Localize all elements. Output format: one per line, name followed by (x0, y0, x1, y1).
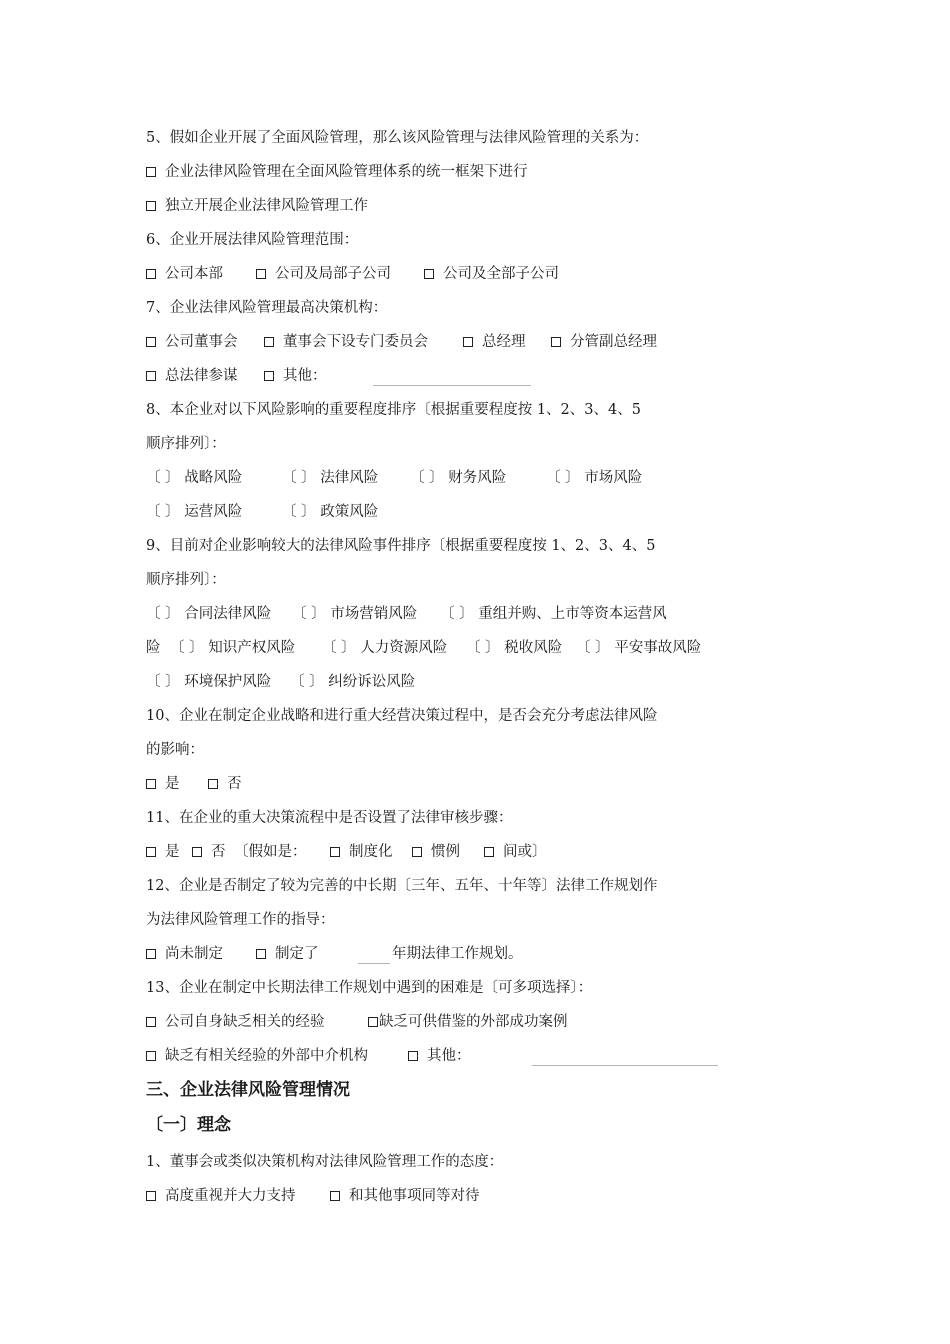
checkbox-icon[interactable] (424, 269, 434, 279)
checkbox-icon[interactable] (192, 847, 202, 857)
q5-option-1[interactable]: 企业法律风险管理在全面风险管理体系的统一框架下进行 (146, 162, 528, 182)
rank-paren[interactable]: 〔 〕 (146, 674, 180, 690)
q12-option-not-made[interactable]: 尚未制定 (146, 944, 256, 964)
q10-option-no[interactable]: 否 (208, 774, 242, 794)
q9-items-row-1 (146, 604, 667, 624)
q8-items-row-1 (146, 468, 642, 488)
question-9-line-2: 顺序排列〕： (146, 572, 226, 588)
question-12-line-2: 为法律风险管理工作的指导： (146, 912, 335, 928)
q7-options-row-1 (146, 332, 657, 352)
checkbox-icon[interactable] (412, 847, 422, 857)
q6-options (146, 264, 559, 284)
q9-items-row-2: 险 〔 〕 知识产权风险 〔 〕 人力资源风险 〔 〕 税收风险 〔 〕 平安事故风险 (146, 640, 702, 656)
section-title: 三、企业法律风险管理情况 (146, 1080, 350, 1100)
q9-item-7[interactable]: 〔 〕 平安事故风险 (576, 640, 702, 656)
q11-option-occasional[interactable]: 间或〕 (484, 842, 547, 862)
rank-paren[interactable]: 〔 〕 (322, 640, 356, 656)
q7-option-2[interactable]: 董事会下设专门委员会 (264, 332, 463, 352)
rank-paren[interactable]: 〔 〕 (282, 504, 316, 520)
checkbox-icon[interactable] (146, 1191, 156, 1201)
q7-option-5[interactable]: 总法律参谋 (146, 366, 264, 386)
question-8-line-2: 顺序排列〕： (146, 436, 226, 452)
rank-paren[interactable]: 〔 〕 (576, 640, 610, 656)
q13-option-3[interactable]: 缺乏有相关经验的外部中介机构 (146, 1046, 408, 1066)
q9-item-4[interactable]: 〔 〕 知识产权风险 (170, 640, 296, 656)
rank-paren[interactable]: 〔 〕 (290, 674, 324, 690)
checkbox-icon[interactable] (146, 949, 156, 959)
s1q1-option-1[interactable]: 高度重视并大力支持 (146, 1186, 330, 1206)
checkbox-icon[interactable] (146, 1051, 156, 1061)
q10-option-yes[interactable]: 是 (146, 774, 208, 794)
rank-paren[interactable]: 〔 〕 (282, 470, 316, 486)
rank-paren[interactable]: 〔 〕 (146, 606, 180, 622)
q7-options-row-2 (146, 366, 327, 386)
rank-paren[interactable]: 〔 〕 (170, 640, 204, 656)
q7-option-6[interactable]: 其他： (264, 366, 327, 386)
checkbox-icon[interactable] (146, 371, 156, 381)
question-5: 5、假如企业开展了全面风险管理，那么该风险管理与法律风险管理的关系为： (146, 130, 649, 146)
q13-option-4[interactable]: 其他： (408, 1046, 471, 1066)
question-9-line-1: 9、目前对企业影响较大的法律风险事件排序〔根据重要程度按 1、2、3、4、5 (146, 538, 656, 554)
rank-paren[interactable]: 〔 〕 (466, 640, 500, 656)
checkbox-icon[interactable] (264, 337, 274, 347)
q6-option-2[interactable]: 公司及局部子公司 (256, 264, 424, 284)
q11-option-no[interactable]: 否 (192, 842, 234, 862)
question-7: 7、企业法律风险管理最高决策机构： (146, 300, 388, 316)
q12-option-made[interactable]: 制定了 (256, 944, 392, 964)
q11-options: 是 否 〔假如是： 制度化 惯例 间或〕 (146, 842, 547, 862)
checkbox-icon[interactable] (208, 779, 218, 789)
q6-option-1[interactable]: 公司本部 (146, 264, 256, 284)
q11-option-custom[interactable]: 惯例 (412, 842, 484, 862)
rank-paren[interactable]: 〔 〕 (146, 470, 180, 486)
section-subtitle: 〔一〕理念 (146, 1115, 231, 1135)
question-11: 11、在企业的重大决策流程中是否设置了法律审核步骤： (146, 810, 513, 826)
q8-item-1[interactable]: 〔 〕 战略风险 (146, 470, 243, 486)
q8-item-6[interactable]: 〔 〕 政策风险 (282, 504, 379, 520)
q9-item-6[interactable]: 〔 〕 税收风险 (466, 640, 563, 656)
rank-paren[interactable]: 〔 〕 (410, 470, 444, 486)
rank-paren[interactable]: 〔 〕 (440, 606, 474, 622)
checkbox-icon[interactable] (264, 371, 274, 381)
checkbox-icon[interactable] (146, 847, 156, 857)
q8-item-2[interactable]: 〔 〕 法律风险 (282, 470, 379, 486)
rank-paren[interactable]: 〔 〕 (546, 470, 580, 486)
checkbox-icon[interactable] (146, 779, 156, 789)
s1q1-option-2[interactable]: 和其他事项同等对待 (330, 1186, 480, 1206)
checkbox-icon[interactable] (146, 337, 156, 347)
q8-items-row-2 (146, 502, 378, 522)
q9-item-1[interactable]: 〔 〕 合同法律风险 (146, 606, 272, 622)
question-13: 13、企业在制定中长期法律工作规划中遇到的困难是〔可多项选择〕： (146, 980, 593, 996)
checkbox-icon[interactable] (330, 847, 340, 857)
q7-other-blank[interactable] (373, 385, 531, 386)
q13-option-1[interactable]: 公司自身缺乏相关的经验 (146, 1012, 368, 1032)
q11-option-system[interactable]: 制度化 (330, 842, 412, 862)
q13-option-2[interactable]: 缺乏可供借鉴的外部成功案例 (368, 1012, 568, 1032)
q12-options: 尚未制定 制定了 年期法律工作规划。 (146, 944, 523, 964)
question-10-line-2: 的影响： (146, 742, 204, 758)
rank-paren[interactable]: 〔 〕 (292, 606, 326, 622)
question-6: 6、企业开展法律风险管理范围： (146, 232, 359, 248)
checkbox-icon[interactable] (463, 337, 473, 347)
checkbox-icon[interactable] (551, 337, 561, 347)
q9-item-5[interactable]: 〔 〕 人力资源风险 (322, 640, 448, 656)
q13-options-row-1 (146, 1012, 568, 1032)
checkbox-icon[interactable] (484, 847, 494, 857)
q12-years-blank[interactable] (358, 963, 390, 964)
q9-item-3[interactable]: 〔 〕 重组并购、上市等资本运营风 (440, 606, 667, 622)
checkbox-icon[interactable] (368, 1017, 378, 1027)
checkbox-icon[interactable] (146, 269, 156, 279)
q10-options (146, 774, 242, 794)
s1q1-options (146, 1186, 480, 1206)
checkbox-icon[interactable] (146, 167, 156, 177)
question-10-line-1: 10、企业在制定企业战略和进行重大经营决策过程中，是否会充分考虑法律风险 (146, 708, 658, 724)
q7-option-4[interactable]: 分管副总经理 (551, 332, 657, 352)
q9-items-row-3 (146, 672, 415, 692)
q13-other-blank[interactable] (532, 1065, 718, 1066)
q9-item-8[interactable]: 〔 〕 环境保护风险 (146, 674, 272, 690)
question-12-line-1: 12、企业是否制定了较为完善的中长期〔三年、五年、十年等〕法律工作规划作 (146, 878, 658, 894)
q6-option-3[interactable]: 公司及全部子公司 (424, 264, 559, 284)
rank-paren[interactable]: 〔 〕 (146, 504, 180, 520)
checkbox-icon[interactable] (256, 949, 266, 959)
q9-item-9[interactable]: 〔 〕 纠纷诉讼风险 (290, 674, 416, 690)
checkbox-icon[interactable] (256, 269, 266, 279)
q9-item-2[interactable]: 〔 〕 市场营销风险 (292, 606, 418, 622)
q8-item-4[interactable]: 〔 〕 市场风险 (546, 470, 643, 486)
q5-option-2[interactable]: 独立开展企业法律风险管理工作 (146, 196, 368, 216)
q7-option-1[interactable]: 公司董事会 (146, 332, 264, 352)
q11-option-yes[interactable]: 是 (146, 842, 192, 862)
checkbox-icon[interactable] (146, 201, 156, 211)
q8-item-5[interactable]: 〔 〕 运营风险 (146, 504, 243, 520)
q13-options-row-2 (146, 1046, 471, 1066)
checkbox-icon[interactable] (146, 1017, 156, 1027)
q8-item-3[interactable]: 〔 〕 财务风险 (410, 470, 507, 486)
question-8-line-1: 8、本企业对以下风险影响的重要程度排序〔根据重要程度按 1、2、3、4、5 (146, 402, 641, 418)
section-question-1: 1、董事会或类似决策机构对法律风险管理工作的态度： (146, 1154, 504, 1170)
q7-option-3[interactable]: 总经理 (463, 332, 551, 352)
checkbox-icon[interactable] (408, 1051, 418, 1061)
checkbox-icon[interactable] (330, 1191, 340, 1201)
